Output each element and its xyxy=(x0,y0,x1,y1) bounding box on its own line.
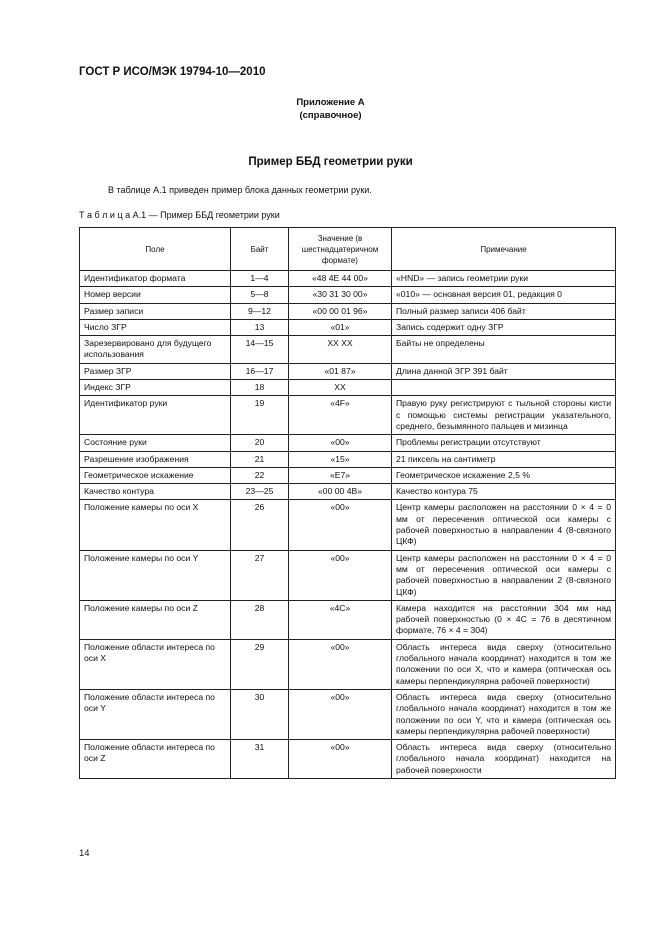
table-caption: Т а б л и ц а А.1 — Пример ББД геометрии руки xyxy=(79,210,280,220)
table-cell: Полный размер записи 406 байт xyxy=(392,303,616,319)
table-row xyxy=(80,380,616,396)
table-row xyxy=(80,550,616,600)
table-cell: «4C» xyxy=(289,600,392,639)
table-cell: «00» xyxy=(289,435,392,451)
table-cell: 19 xyxy=(231,396,289,435)
table-cell: Идентификатор руки xyxy=(80,396,231,435)
table-cell: Размер ЗГР xyxy=(80,363,231,379)
table-cell: 13 xyxy=(231,319,289,335)
table-row xyxy=(80,484,616,500)
table-cell: Зарезервировано для будущего использования xyxy=(80,336,231,364)
table-row xyxy=(80,600,616,639)
column-header: Примечание xyxy=(392,228,616,271)
table-cell: «010» — основная версия 01, редакция 0 xyxy=(392,287,616,303)
table-header-row xyxy=(80,228,616,271)
table-cell: Положение камеры по оси Y xyxy=(80,550,231,600)
appendix-heading xyxy=(0,96,661,122)
table-cell: Камера находится на расстоянии 304 мм над рабочей поверхностью (0 × 4C = 76 в десятичном формате, 76 × 4 = 304) xyxy=(392,600,616,639)
table-row xyxy=(80,396,616,435)
table-cell: «00» xyxy=(289,689,392,739)
table-row xyxy=(80,467,616,483)
table-row xyxy=(80,435,616,451)
table-cell: 1—4 xyxy=(231,271,289,287)
table-cell: XX xyxy=(289,380,392,396)
intro-paragraph: В таблице А.1 приведен пример блока данных геометрии руки. xyxy=(108,185,372,195)
table-cell: Геометрическое искажение 2,5 % xyxy=(392,467,616,483)
table-cell: Центр камеры расположен на расстоянии 0 × 4 = 0 мм от пересечения оптической оси камеры с рабочей поверхностью в направлении 2 (8-связного ЦКФ) xyxy=(392,550,616,600)
table-cell: «15» xyxy=(289,451,392,467)
table-row xyxy=(80,271,616,287)
table-cell: 28 xyxy=(231,600,289,639)
column-header: Значение (в шестнадцатеричном формате) xyxy=(289,228,392,271)
table-row xyxy=(80,451,616,467)
table-cell: Положение области интереса по оси Y xyxy=(80,689,231,739)
table-cell: 29 xyxy=(231,639,289,689)
table-cell: Размер записи xyxy=(80,303,231,319)
table-cell: 14—15 xyxy=(231,336,289,364)
table-cell: Правую руку регистрируют с тыльной стороны кисти с помощью системы регистрации указательного, среднего, безымянного пальцев и мизинца xyxy=(392,396,616,435)
table-cell: 31 xyxy=(231,740,289,779)
table-cell: XX XX xyxy=(289,336,392,364)
table-cell: 16—17 xyxy=(231,363,289,379)
table-cell: «30 31 30 00» xyxy=(289,287,392,303)
table-cell: «00 00 01 96» xyxy=(289,303,392,319)
document-header: ГОСТ Р ИСО/МЭК 19794-10—2010 xyxy=(79,66,266,78)
table-cell: 21 xyxy=(231,451,289,467)
table-cell: Запись содержит одну ЗГР xyxy=(392,319,616,335)
table-row xyxy=(80,500,616,550)
table-cell: 20 xyxy=(231,435,289,451)
table-cell: «00» xyxy=(289,740,392,779)
table-row xyxy=(80,740,616,779)
table-cell: 18 xyxy=(231,380,289,396)
table-cell: «00 00 4B» xyxy=(289,484,392,500)
table-cell xyxy=(392,380,616,396)
section-title: Пример ББД геометрии руки xyxy=(248,156,413,168)
table-cell: Проблемы регистрации отсутствуют xyxy=(392,435,616,451)
table-cell: «01 87» xyxy=(289,363,392,379)
hand-geometry-table xyxy=(79,227,616,779)
table-cell: Длина данной ЗГР 391 байт xyxy=(392,363,616,379)
table-cell: Область интереса вида сверху (относительно глобального начала координат) находится в том же положении по оси X, что и камера (оптическая ось камеры перпендикулярна рабочей поверхности) xyxy=(392,639,616,689)
column-header: Поле xyxy=(80,228,231,271)
table-cell: «4F» xyxy=(289,396,392,435)
table-cell: «E7» xyxy=(289,467,392,483)
table-cell: Качество контура 75 xyxy=(392,484,616,500)
table-cell: Центр камеры расположен на расстоянии 0 × 4 = 0 мм от пересечения оптической оси камеры с рабочей поверхностью в направлении 4 (8-связного ЦКФ) xyxy=(392,500,616,550)
column-header: Байт xyxy=(231,228,289,271)
table-body xyxy=(80,271,616,779)
table-cell: Область интереса вида сверху (относительно глобального начала координат) находится на рабочей поверхности xyxy=(392,740,616,779)
table-cell: Разрешение изображения xyxy=(80,451,231,467)
table-cell: Индекс ЗГР xyxy=(80,380,231,396)
table-cell: 21 пиксель на сантиметр xyxy=(392,451,616,467)
table-cell: «00» xyxy=(289,550,392,600)
table-cell: Число ЗГР xyxy=(80,319,231,335)
table-cell: Геометрическое искажение xyxy=(80,467,231,483)
table-cell: 23—25 xyxy=(231,484,289,500)
table-cell: 30 xyxy=(231,689,289,739)
table-cell: Область интереса вида сверху (относительно глобального начала координат) находится в том же положении по оси Y, что и камера (оптическая ось камеры перпендикулярна рабочей поверхности) xyxy=(392,689,616,739)
table-cell: Номер версии xyxy=(80,287,231,303)
table-cell: 27 xyxy=(231,550,289,600)
appendix-type: (справочное) xyxy=(299,110,362,121)
table-cell: 26 xyxy=(231,500,289,550)
table-cell: «00» xyxy=(289,500,392,550)
table-cell: 5—8 xyxy=(231,287,289,303)
table-cell: Идентификатор формата xyxy=(80,271,231,287)
appendix-title: Приложение А xyxy=(296,97,365,108)
table-cell: Байты не определены xyxy=(392,336,616,364)
table-cell: «48 4E 44 00» xyxy=(289,271,392,287)
table-cell: 22 xyxy=(231,467,289,483)
table-cell: Положение камеры по оси Z xyxy=(80,600,231,639)
page-number: 14 xyxy=(79,848,90,859)
table-cell: «00» xyxy=(289,639,392,689)
table-row xyxy=(80,336,616,364)
table-cell: Положение области интереса по оси Z xyxy=(80,740,231,779)
table-row xyxy=(80,319,616,335)
table-row xyxy=(80,287,616,303)
table-cell: 9—12 xyxy=(231,303,289,319)
table-cell: Положение области интереса по оси X xyxy=(80,639,231,689)
table-row xyxy=(80,689,616,739)
table-row xyxy=(80,363,616,379)
table-row xyxy=(80,639,616,689)
table-cell: Качество контура xyxy=(80,484,231,500)
table-row xyxy=(80,303,616,319)
table-cell: «HND» — запись геометрии руки xyxy=(392,271,616,287)
table-cell: Положение камеры по оси X xyxy=(80,500,231,550)
table-cell: Состояние руки xyxy=(80,435,231,451)
table-cell: «01» xyxy=(289,319,392,335)
